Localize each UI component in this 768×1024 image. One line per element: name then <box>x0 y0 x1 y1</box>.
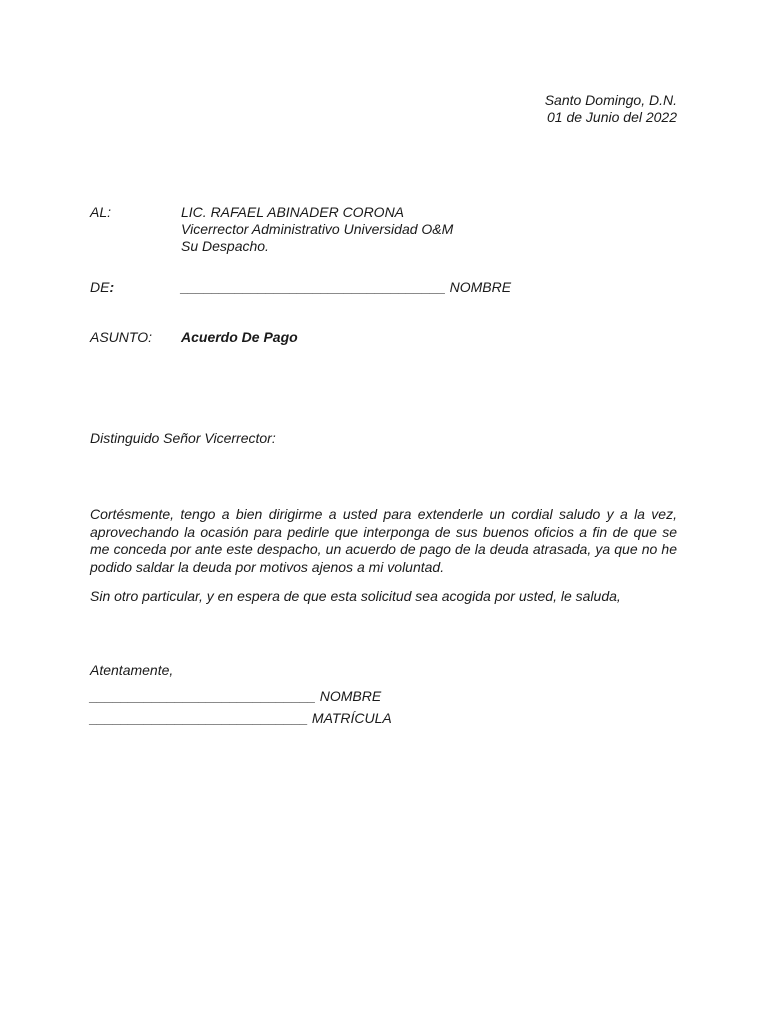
signature-name-label: NOMBRE <box>319 688 382 704</box>
signature-name-line <box>90 688 381 705</box>
signature-id-line <box>90 710 392 727</box>
subject-label: ASUNTO: <box>90 329 152 345</box>
recipient-label: AL: <box>90 204 112 220</box>
date: 01 de Junio del 2022 <box>547 109 677 125</box>
body-paragraph: Cortésmente, tengo a bien dirigirme a usted para extenderle un cordial saludo y a la vez, aprovechando la ocasión para pedirle que interponga de sus buenos oficios a fin de que se me conceda por ante este despacho, un acuerdo de pago de la deuda atrasada, ya que no he podido saldar la deuda por motivos ajenos a mi voluntad. <box>90 506 677 575</box>
closing-line: Sin otro particular, y en espera de que esta solicitud sea acogida por usted, le saluda, <box>90 588 621 604</box>
signature-name-blank: _____________________________ <box>90 688 316 704</box>
sender-label <box>90 279 114 296</box>
signature-id-blank: ____________________________ <box>90 710 309 726</box>
signature-id-label: MATRÍCULA <box>311 710 392 726</box>
place-date-block <box>545 92 677 126</box>
recipient-office: Su Despacho. <box>181 238 269 254</box>
signoff: Atentamente, <box>90 662 174 678</box>
sender-value <box>181 279 511 296</box>
sender-label-colon: : <box>109 279 115 295</box>
sender-blank-line: __________________________________ <box>181 279 446 295</box>
recipient-details <box>181 204 453 255</box>
sender-label-text: DE <box>90 279 110 295</box>
greeting: Distinguido Señor Vicerrector: <box>90 430 276 446</box>
subject-text: Acuerdo De Pago <box>181 329 298 345</box>
recipient-title: Vicerrector Administrativo Universidad O&M <box>181 221 454 237</box>
sender-name-placeholder: NOMBRE <box>449 279 512 295</box>
place: Santo Domingo, D.N. <box>544 92 677 108</box>
recipient-name: LIC. RAFAEL ABINADER CORONA <box>181 204 405 220</box>
